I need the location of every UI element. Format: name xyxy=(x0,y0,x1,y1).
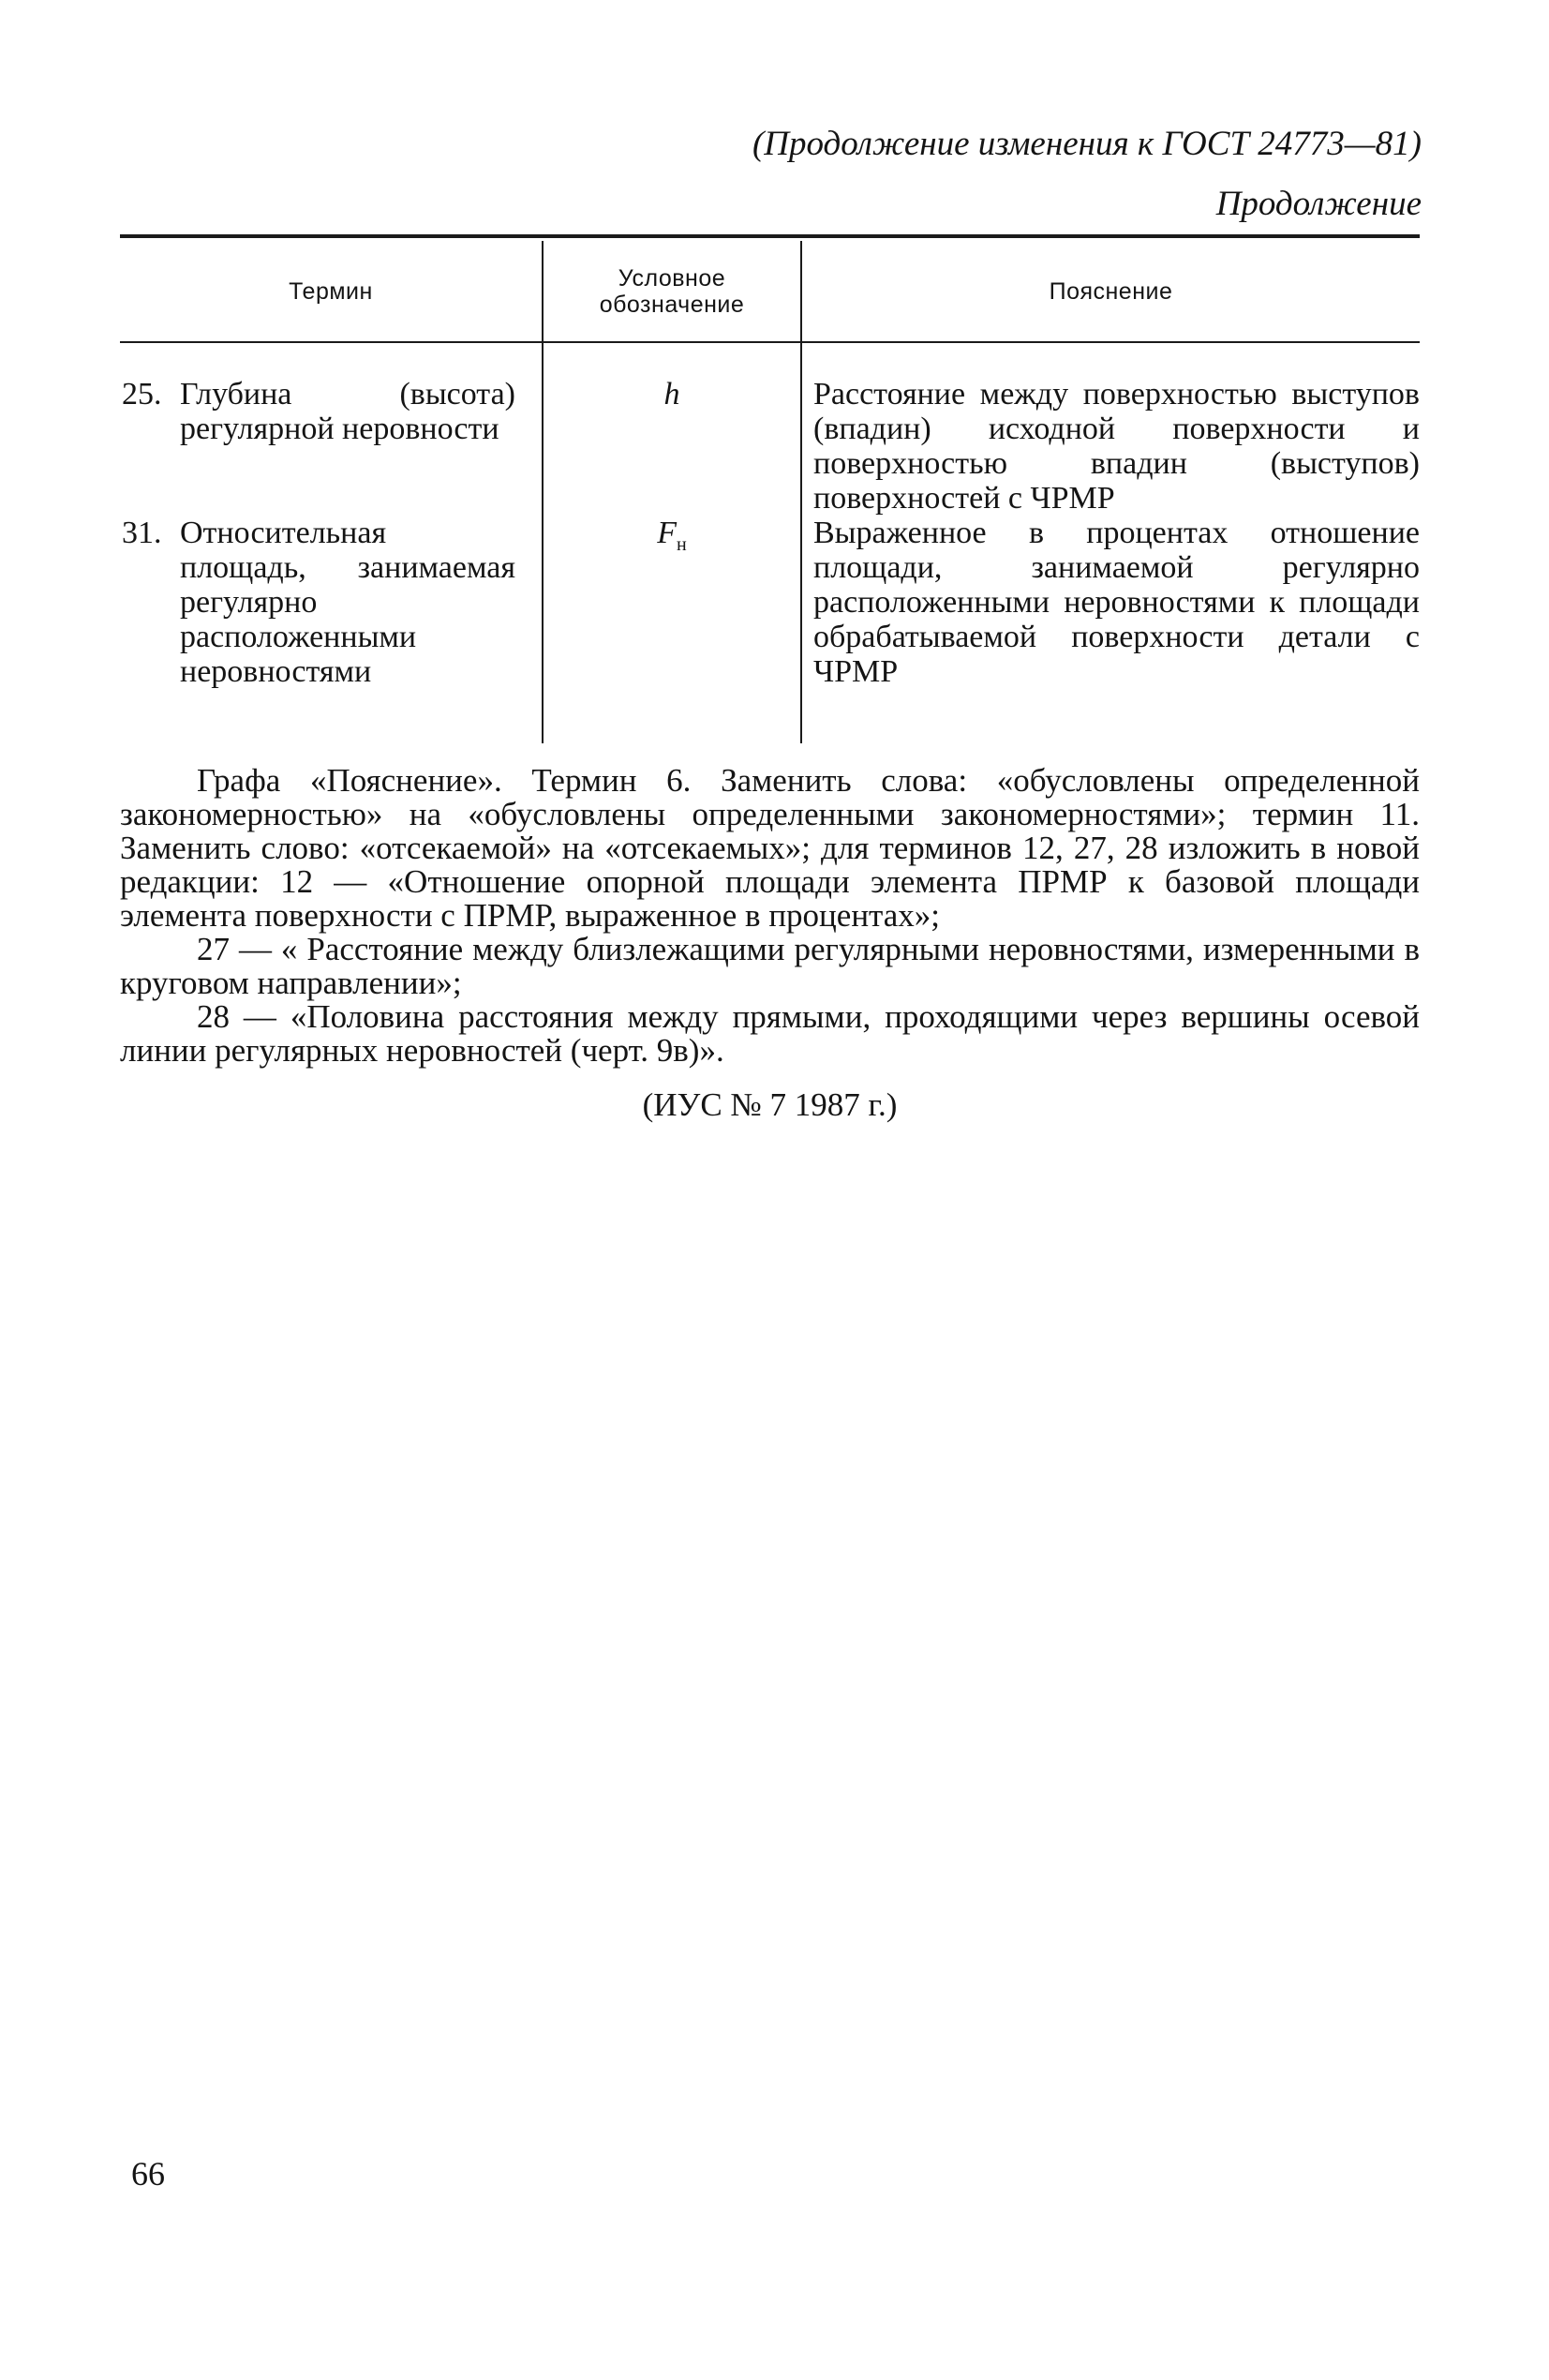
table-row-explanation: Выраженное в процентах отношение площади, занимаемой регулярно расположенными неровностями к площади обрабатываемой поверхности детали с ЧРМР xyxy=(813,516,1420,689)
column-header-symbol-text: Условное обозначение xyxy=(599,265,745,318)
term-name: Относительная площадь, занимаемая регулярно расположенными неровностями xyxy=(180,516,515,689)
table-row-symbol xyxy=(544,377,800,412)
table-row-symbol xyxy=(544,516,800,562)
table-row-term xyxy=(122,516,515,689)
column-header-symbol xyxy=(544,242,800,341)
amendment-text xyxy=(120,764,1420,1122)
paragraph: 28 — «Половина расстояния между прямыми, проходящими через вершины осевой линии регулярных неровностей (черт. 9в)». xyxy=(120,998,1420,1069)
symbol-value: h xyxy=(663,377,680,412)
continuation-label: Продолжение xyxy=(1215,185,1422,223)
citation: (ИУС № 7 1987 г.) xyxy=(642,1086,898,1123)
table-header-rule xyxy=(120,341,1420,343)
paragraph: 27 — « Расстояние между близлежащими регулярными неровностями, измеренными в круговом направлении»; xyxy=(120,931,1420,1001)
running-header-title: (Продолжение изменения к ГОСТ 24773—81) xyxy=(752,125,1422,163)
column-header-explanation: Пояснение xyxy=(1049,278,1173,305)
symbol-value: F xyxy=(657,516,678,550)
table-row-explanation: Расстояние между поверхностью выступов (впадин) исходной поверхности и поверхностью впадин (выступов) поверхностей с ЧРМР xyxy=(813,377,1420,516)
page-number: 66 xyxy=(131,2155,165,2193)
paragraph: Графа «Пояснение». Термин 6. Заменить слова: «обусловлены определенной закономерностью» на «обусловлены определенными закономерностями»; термин 11. Заменить слово: «отсекаемой» на «отсекаемых»; для терминов 12, 27, 28 изложить в новой редакции: 12 — «Отношение опорной площади элемента ПРМР к базовой площади элемента поверхности с ПРМР, выраженное в процентах»; xyxy=(120,762,1420,934)
term-number: 25. xyxy=(122,377,162,412)
table-row-term xyxy=(122,377,515,446)
term-name: Глубина (высота) регулярной неровности xyxy=(180,377,515,446)
table-top-rule xyxy=(120,234,1420,238)
term-number: 31. xyxy=(122,516,162,550)
column-header-term: Термин xyxy=(289,278,373,305)
symbol-subscript: н xyxy=(677,533,687,555)
